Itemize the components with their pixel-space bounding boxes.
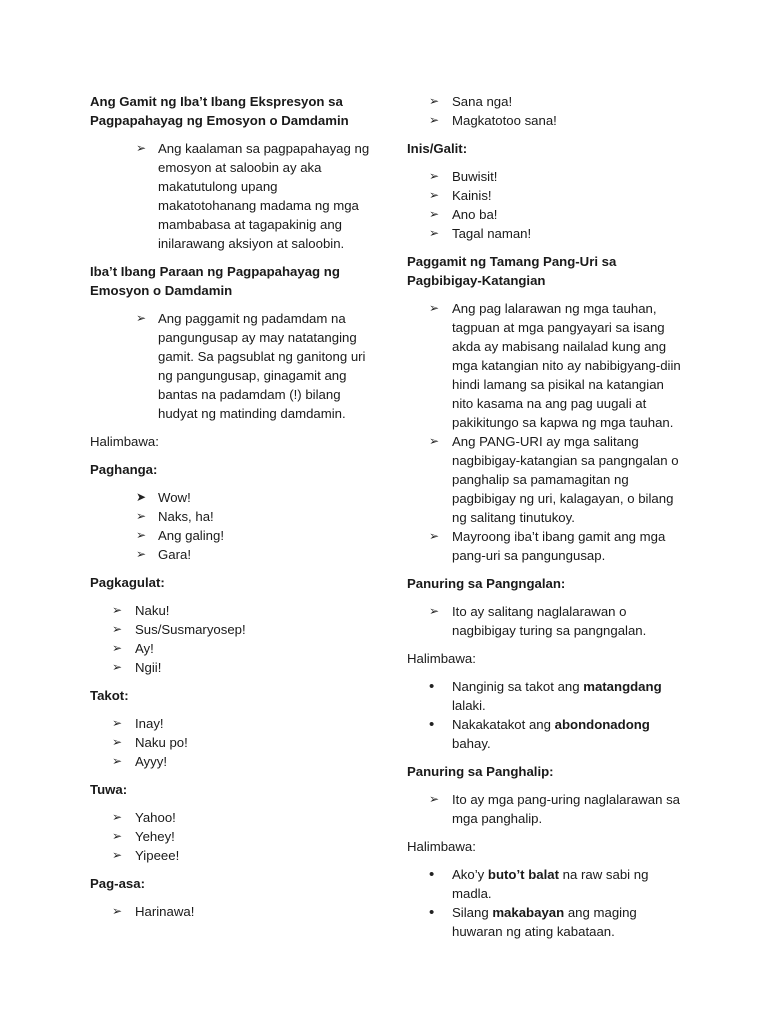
- list-item: ➢ Magkatotoo sana!: [429, 113, 557, 128]
- list-item: ➢ Naku!: [112, 603, 170, 618]
- pang-uri-list: [407, 299, 685, 565]
- arrow-bullet-icon: ➢: [429, 529, 440, 543]
- halimbawa-label: Halimbawa:: [90, 434, 159, 449]
- inis-heading: Inis/Galit:: [407, 141, 468, 156]
- pagkagulat-list: [90, 601, 370, 677]
- list-item: ➢ Inay!: [112, 716, 164, 731]
- list-item: ➢ Yehey!: [112, 829, 175, 844]
- paraan-list: [90, 309, 370, 423]
- arrow-bullet-icon: ➢: [136, 509, 147, 523]
- list-item: ➢ Yahoo!: [112, 810, 176, 825]
- panuring-pangngalan-heading: Panuring sa Pangngalan:: [407, 576, 566, 591]
- pagasa-list-continued: [407, 92, 685, 130]
- list-item: ➢ Tagal naman!: [429, 226, 532, 241]
- arrow-bullet-icon: ➢: [136, 311, 147, 325]
- arrow-bullet-icon: ➢: [429, 169, 440, 183]
- panuring-panghalip-list: [407, 790, 685, 828]
- list-item: • Ako’y buto’t balat na raw sabi ng madla.: [429, 866, 649, 901]
- arrow-bullet-icon: ➢: [112, 829, 123, 843]
- right-column: [407, 92, 685, 950]
- arrow-bullet-icon: ➢: [112, 603, 123, 617]
- list-item: ➢ Harinawa!: [112, 904, 195, 919]
- list-item: ➢ Ang paggamit ng padamdam na pangungusap ay may natatanging gamit. Sa pagsublat ng ganitong uri ng pangungusap, ginagamit ang bantas na padamdam (!) bilang hudyat ng matinding damdamin.: [136, 311, 366, 421]
- list-item: ➢ Ngii!: [112, 660, 162, 675]
- tuwa-heading: Tuwa:: [90, 782, 128, 797]
- pagkagulat-heading: Pagkagulat:: [90, 575, 165, 590]
- list-item: ➢ Kainis!: [429, 188, 492, 203]
- arrow-bullet-icon: ➢: [136, 141, 147, 155]
- arrow-bullet-icon: ➢: [112, 754, 123, 768]
- list-item: ➢ Sus/Susmaryosep!: [112, 622, 246, 637]
- panuring-pangngalan-list: [407, 602, 685, 640]
- arrow-bullet-icon: ➢: [429, 113, 440, 127]
- left-column: [90, 92, 370, 930]
- arrow-bullet-icon: ➢: [429, 188, 440, 202]
- list-item: ➢ Ay!: [112, 641, 154, 656]
- dot-bullet-icon: •: [429, 904, 435, 921]
- section-heading-ekspresyon: Ang Gamit ng Iba’t Ibang Ekspresyon sa Pagpapahayag ng Emosyon o Damdamin: [90, 94, 349, 128]
- list-item: ➢ Ito ay salitang naglalarawan o nagbibigay turing sa pangngalan.: [429, 604, 647, 638]
- list-item: ➢ Naku po!: [112, 735, 188, 750]
- list-item: ➢ Ano ba!: [429, 207, 498, 222]
- arrow-bullet-icon: ➢: [429, 301, 440, 315]
- tuwa-list: [90, 808, 370, 865]
- dot-bullet-icon: •: [429, 678, 435, 695]
- list-item: ➤ Wow!: [136, 490, 191, 505]
- list-item: ➢ Ang PANG-URI ay mga salitang nagbibigay-katangian sa pangngalan o panghalip sa pamamagitan ng pagbibigay ng uri, kalagayan, o bilang ng salitang tinutukoy.: [429, 434, 679, 525]
- list-item: ➢ Sana nga!: [429, 94, 513, 109]
- arrow-bullet-icon: ➢: [112, 810, 123, 824]
- list-item: ➢ Naks, ha!: [136, 509, 214, 524]
- dot-bullet-icon: •: [429, 866, 435, 883]
- list-item: ➢ Gara!: [136, 547, 191, 562]
- pangngalan-examples: [407, 677, 685, 753]
- arrow-bullet-icon: ➢: [429, 434, 440, 448]
- list-item: ➢ Ayyy!: [112, 754, 168, 769]
- emphasis: matangdang: [583, 679, 662, 694]
- paghanga-list: [90, 488, 370, 564]
- arrow-bullet-icon: ➢: [112, 622, 123, 636]
- arrow-bullet-icon: ➢: [429, 226, 440, 240]
- list-item: • Silang makabayan ang maging huwaran ng ating kabataan.: [429, 904, 637, 939]
- halimbawa-label: Halimbawa:: [407, 651, 476, 666]
- arrow-bullet-icon: ➢: [429, 604, 440, 618]
- halimbawa-label: Halimbawa:: [407, 839, 476, 854]
- pagasa-list: [90, 902, 370, 921]
- list-item: ➢ Ang galing!: [136, 528, 224, 543]
- arrow-bullet-icon: ➢: [136, 547, 147, 561]
- emphasis: abondonadong: [554, 717, 650, 732]
- list-item: ➢ Yipeee!: [112, 848, 180, 863]
- section-heading-pang-uri: Paggamit ng Tamang Pang-Uri sa Pagbibigay-Katangian: [407, 254, 617, 288]
- takot-heading: Takot:: [90, 688, 129, 703]
- panuring-panghalip-heading: Panuring sa Panghalip:: [407, 764, 554, 779]
- arrow-bullet-icon: ➢: [112, 716, 123, 730]
- list-item: • Nakakatakot ang abondonadong bahay.: [429, 716, 650, 751]
- takot-list: [90, 714, 370, 771]
- dot-bullet-icon: •: [429, 716, 435, 733]
- arrow-bullet-icon: ➢: [429, 207, 440, 221]
- section-heading-paraan: Iba’t Ibang Paraan ng Pagpapahayag ng Emosyon o Damdamin: [90, 264, 340, 298]
- pagasa-heading: Pag-asa:: [90, 876, 145, 891]
- arrow-bullet-icon: ➢: [429, 94, 440, 108]
- list-item: ➢ Ang kaalaman sa pagpapahayag ng emosyon at saloobin ay aka makatutulong upang makatotohanang madama ng mga mambabasa at tagapakinig ang inilarawang aksiyon at saloobin.: [136, 141, 370, 251]
- list-item: ➢ Buwisit!: [429, 169, 498, 184]
- list-item: ➢ Ito ay mga pang-uring naglalarawan sa mga panghalip.: [429, 792, 680, 826]
- arrow-bullet-icon: ➤: [136, 490, 147, 504]
- arrow-bullet-icon: ➢: [429, 792, 440, 806]
- inis-list: [407, 167, 685, 243]
- arrow-bullet-icon: ➢: [112, 641, 123, 655]
- arrow-bullet-icon: ➢: [136, 528, 147, 542]
- arrow-bullet-icon: ➢: [112, 848, 123, 862]
- arrow-bullet-icon: ➢: [112, 904, 123, 918]
- list-item: ➢ Ang pag lalarawan ng mga tauhan, tagpuan at mga pangyayari sa isang akda ay mabisang nailalad kung ang mga katangian nito ay nabibigyang-diin hindi lamang sa pisikal na katangian nito kasama na ang pag uugali at pakikitungo sa kapwa ng mga tauhan.: [429, 301, 681, 430]
- list-item: ➢ Mayroong iba’t ibang gamit ang mga pang-uri sa pangungusap.: [429, 529, 666, 563]
- intro-list: [90, 139, 370, 253]
- panghalip-examples: [407, 865, 685, 941]
- arrow-bullet-icon: ➢: [112, 735, 123, 749]
- arrow-bullet-icon: ➢: [112, 660, 123, 674]
- emphasis: makabayan: [492, 905, 565, 920]
- paghanga-heading: Paghanga:: [90, 462, 158, 477]
- emphasis: buto’t balat: [487, 867, 559, 882]
- list-item: • Nanginig sa takot ang matangdang lalaki.: [429, 678, 662, 713]
